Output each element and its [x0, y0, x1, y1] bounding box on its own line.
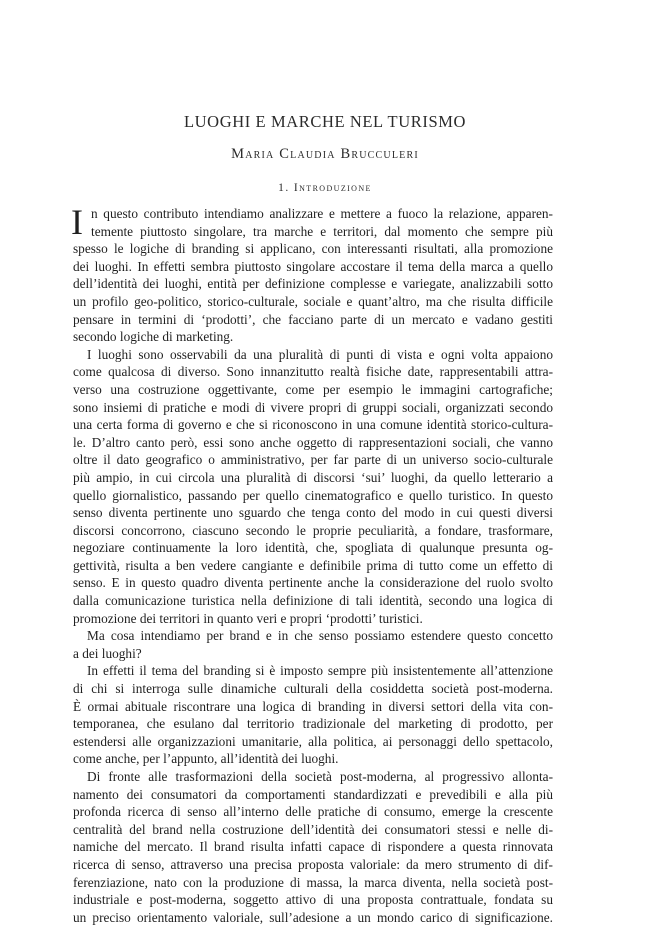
text-line: profonda ricerca di senso all’interno delle pratiche di consumo, emerge la crescente — [73, 804, 553, 820]
section-heading: 1. Introduzione — [278, 182, 372, 194]
paragraph — [73, 346, 553, 628]
text-line: senso diventa pertinente uno sguardo che tenga conto del modo in cui questi diversi — [73, 505, 553, 521]
text-line: Di fronte alle trasformazioni della società post-moderna, al progressivo allonta- — [87, 769, 553, 784]
text-line: sono insiemi di pratiche e modi di vivere propri di gruppi sociali, organizzati secondo — [73, 399, 553, 415]
text-line: secondo logiche di marketing. — [73, 329, 234, 345]
text-line: dei luoghi. In effetti sembra piuttosto singolare accostare il tema della marca a quello — [73, 258, 553, 274]
text-line: una certa forma di governo e che si riconoscono in una comune identità storico-cultura- — [73, 417, 553, 433]
text-line: centralità del brand nella costruzione dell’identità dei consumatori stessi e nelle di- — [73, 821, 553, 837]
text-line: I luoghi sono osservabili da una pluralità di punti di vista e ogni volta appaiono — [87, 346, 553, 362]
text-line: dalla comunicazione turistica nella definizione di tali identità, secondo una logica di — [73, 593, 553, 609]
text-line: negoziare continuamente la loro identità, che, spogliata di qualunque presunta og- — [73, 540, 553, 556]
text-line: temporanea, che esulano dal territorio tradizionale del marketing di prodotto, per — [73, 716, 553, 732]
text-line: industriale e post-moderna, soggetto attivo di una proposta contrattuale, fondata su — [73, 892, 553, 908]
article-body — [71, 202, 553, 926]
text-line: senso. E in questo quadro diventa pertinente anche la considerazione del ruolo svolto — [73, 575, 553, 591]
text-line: È ormai abituale riscontrare una logica di branding in diversi settori della vita con- — [73, 698, 553, 714]
text-line: gettività, risulta a ben vedere cangiante e definibile prima di tutto come un effetto di — [73, 557, 553, 573]
text-line: namento dei consumatori da comportamenti standardizzati e prevedibili e alla più — [73, 786, 553, 802]
text-line: ferenziazione, nato con la produzione di massa, la marca diventa, nella società post- — [73, 874, 553, 890]
text-line: un profilo geo-politico, storico-culturale, sociale e quant’altro, ma che risulta difficile — [73, 293, 553, 309]
text-line: verso una costruzione oggettivante, come per esempio le immagini cartografiche; — [73, 381, 553, 397]
text-line: pensare in termini di ‘prodotti’, che facciano parte di un mercato e vadano gestiti — [73, 311, 553, 327]
paragraph — [73, 627, 553, 662]
text-line: di chi si interroga sulle dinamiche culturali della cosiddetta società post-moderna. — [73, 681, 553, 697]
text-line: temente piuttosto singolare, tra marche e territori, dal momento che sempre più — [91, 223, 553, 239]
text-line: In effetti il tema del branding si è imposto sempre più insistentemente all’attenzione — [87, 663, 553, 679]
text-line: quello giornalistico, passando per quello cinematografico e quello turistico. In questo — [73, 487, 553, 503]
paragraph — [73, 768, 553, 926]
text-line: come anche, per l’appunto, all’identità dei luoghi. — [73, 751, 339, 767]
text-line: ricerca di senso, attraverso una precisa proposta valoriale: da mero strumento di dif- — [73, 856, 553, 872]
text-line: dell’identità dei luoghi, entità per definizione complesse e variegate, analizzabili sotto — [73, 276, 553, 292]
text-line: spesso le logiche di branding si applicano, con interessanti risultati, alla promozione — [73, 241, 553, 257]
text-line: un preciso orientamento valoriale, sull’adesione a un mondo carico di significazione. — [73, 909, 553, 925]
text-line: estendersi alle organizzazioni umanitarie, alla politica, ai personaggi dello spettacolo, — [73, 733, 553, 749]
text-line: promozione dei territori in quanto veri e propri ‘prodotti’ turistici. — [73, 610, 423, 626]
drop-cap: I — [71, 202, 83, 242]
text-line: come qualcosa di diverso. Sono innanzitutto realtà fisiche date, rappresentabili attra- — [73, 364, 553, 380]
text-line: discorsi concorrono, ciascuno secondo le proprie peculiarità, a fondare, trasformare, — [73, 522, 553, 538]
text-line: namiche del mercato. Il brand risulta infatti capace di rispondere a questa rinnovata — [73, 839, 553, 855]
text-line: a dei luoghi? — [73, 645, 142, 661]
text-line: più ampio, in cui circola una pluralità di discorsi ‘sui’ luoghi, da quello letterario a — [73, 469, 553, 485]
text-line: oltre il dato geografico o amministrativo, per far parte di un universo socio-culturale — [73, 452, 553, 468]
article-title: LUOGHI E MARCHE NEL TURISMO — [183, 112, 467, 131]
text-line: Ma cosa intendiamo per brand e in che senso possiamo estendere questo concetto — [87, 628, 553, 644]
text-line: le. D’altro canto però, essi sono anche oggetto di rappresentazioni sociali, che vanno — [73, 434, 553, 450]
paragraph — [71, 202, 553, 346]
author-name: Maria Claudia Brucculeri — [231, 146, 419, 162]
text-line: n questo contributo intendiamo analizzare e mettere a fuoco la relazione, apparen- — [91, 206, 553, 221]
paragraph — [73, 662, 553, 768]
